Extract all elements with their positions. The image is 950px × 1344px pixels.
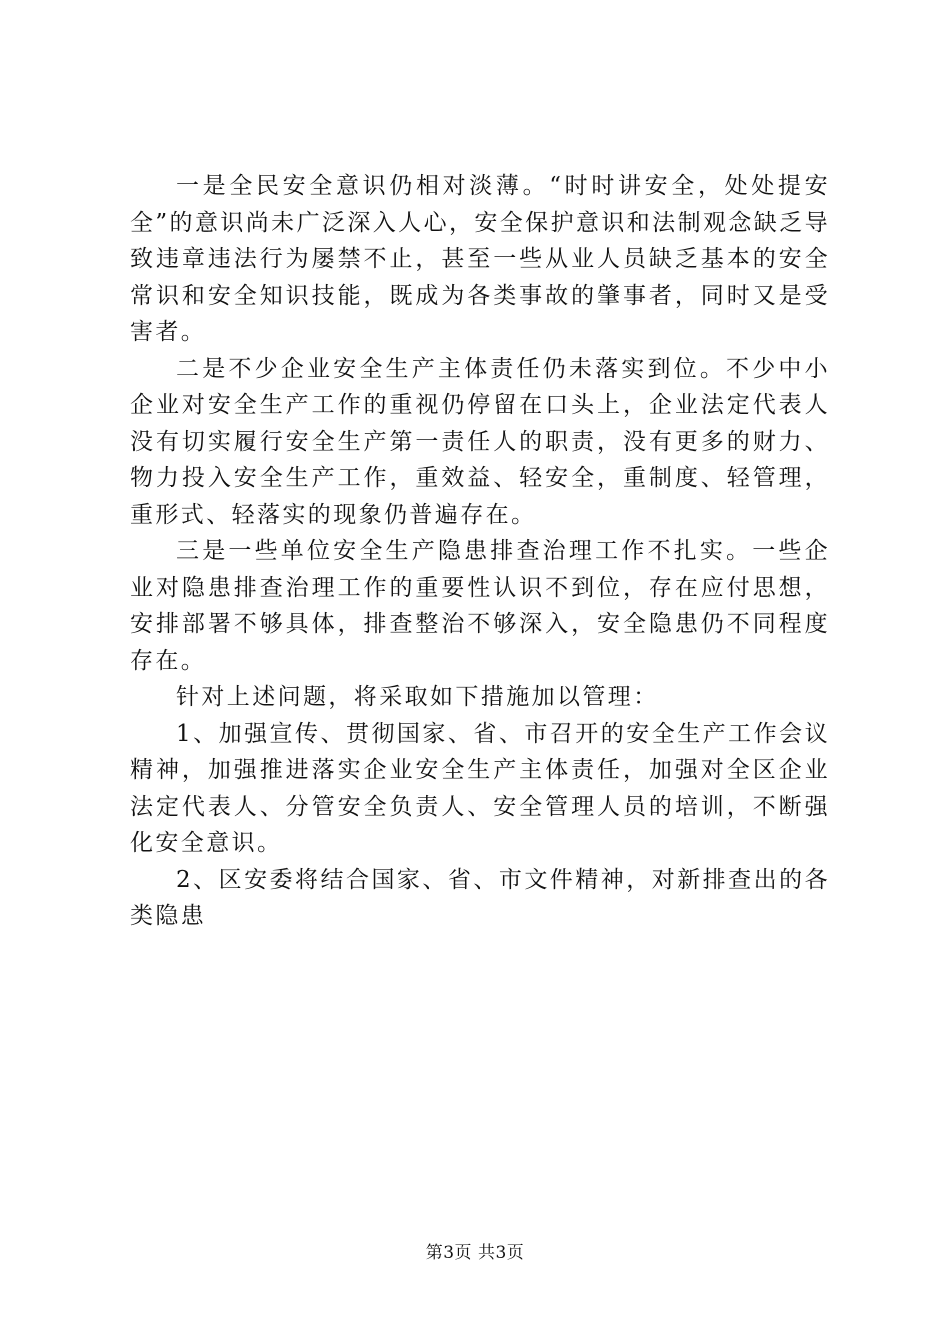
- paragraph-hazard-inspection: 三是一些单位安全生产隐患排查治理工作不扎实。一些企业对隐患排查治理工作的重要性认识不到位，存在应付思想，安排部署不够具体，排查整治不够深入，安全隐患仍不同程度存在。: [130, 538, 830, 674]
- paragraph-measures-intro: 针对上述问题，将采取如下措施加以管理：: [176, 684, 659, 710]
- body-text: [130, 168, 830, 935]
- paragraph-enterprise-responsibility: 二是不少企业安全生产主体责任仍未落实到位。不少中小企业对安全生产工作的重视仍停留在口头上，企业法定代表人没有切实履行安全生产第一责任人的职责，没有更多的财力、物力投入安全生产工作，重效益、轻安全，重制度、轻管理，重形式、轻落实的现象仍普遍存在。: [130, 355, 830, 528]
- paragraph-public-awareness: 一是全民安全意识仍相对淡薄。“时时讲安全，处处提安全”的意识尚未广泛深入人心，安全保护意识和法制观念缺乏导致违章违法行为屡禁不止，甚至一些从业人员缺乏基本的安全常识和安全知识技能，既成为各类事故的肇事者，同时又是受害者。: [130, 173, 830, 345]
- paragraph-measure-2: 2、区安委将结合国家、省、市文件精神，对新排查出的各类隐患: [130, 866, 830, 929]
- paragraph-measure-1: 1、加强宣传、贯彻国家、省、市召开的安全生产工作会议精神，加强推进落实企业安全生产主体责任，加强对全区企业法定代表人、分管安全负责人、安全管理人员的培训，不断强化安全意识。: [130, 720, 830, 856]
- page-number-footer: 第3页 共3页: [425, 1243, 525, 1263]
